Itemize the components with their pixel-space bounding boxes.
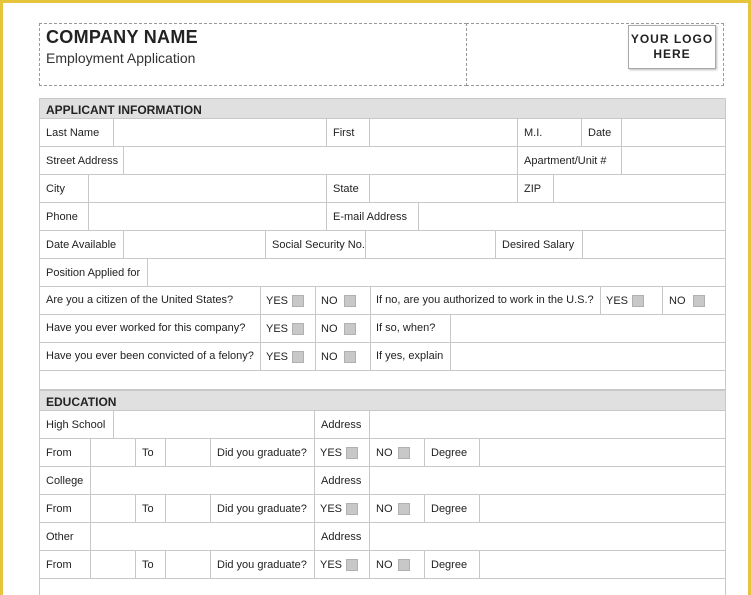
option-worked-no[interactable]	[315, 315, 370, 342]
label-authorized-question: If no, are you authorized to work in the U.S.?	[376, 294, 594, 306]
label-phone: Phone	[46, 211, 78, 223]
label-no: NO	[669, 295, 686, 307]
field-other-address[interactable]	[369, 523, 725, 550]
label-desired-salary: Desired Salary	[502, 239, 575, 251]
label-address: Address	[321, 475, 362, 487]
row-other	[40, 523, 725, 551]
application-form	[39, 98, 726, 595]
label-no: NO	[321, 351, 338, 363]
field-high-school-address[interactable]	[369, 411, 725, 438]
row-college	[40, 467, 725, 495]
row-name	[40, 119, 725, 147]
label-date-available: Date Available	[46, 239, 117, 251]
field-other[interactable]	[90, 523, 314, 550]
option-college-no[interactable]	[369, 495, 424, 522]
field-zip[interactable]	[553, 175, 725, 202]
field-college[interactable]	[90, 467, 314, 494]
field-street-address[interactable]	[123, 147, 517, 174]
label-graduate: Did you graduate?	[217, 447, 307, 459]
label-degree: Degree	[431, 503, 468, 515]
checkbox-authorized-no[interactable]	[693, 295, 705, 307]
logo-placeholder: YOUR LOGO HERE	[628, 25, 716, 69]
field-city[interactable]	[88, 175, 326, 202]
label-to: To	[142, 447, 154, 459]
row-position	[40, 259, 725, 287]
option-citizen-no[interactable]	[315, 287, 370, 314]
label-from: From	[46, 559, 72, 571]
label-degree: Degree	[431, 559, 468, 571]
label-street-address: Street Address	[46, 155, 119, 167]
label-graduate: Did you graduate?	[217, 503, 307, 515]
checkbox-worked-yes[interactable]	[292, 323, 304, 335]
label-cell-to	[135, 439, 165, 466]
label-worked-question: Have you ever worked for this company?	[46, 322, 246, 334]
label-state: State	[333, 183, 359, 195]
label-cell-degree	[424, 495, 479, 522]
label-cell-authorized	[370, 287, 600, 314]
checkbox-citizen-no[interactable]	[344, 295, 356, 307]
label-yes: YES	[266, 323, 289, 335]
label-graduate: Did you graduate?	[217, 559, 307, 571]
row-high-school	[40, 411, 725, 439]
section-applicant-information	[40, 98, 725, 119]
label-address: Address	[321, 531, 362, 543]
label-from: From	[46, 503, 72, 515]
checkbox-felony-no[interactable]	[344, 351, 356, 363]
field-email[interactable]	[418, 203, 725, 230]
field-last-name[interactable]	[113, 119, 326, 146]
label-no: NO	[321, 295, 338, 307]
label-no: NO	[321, 323, 338, 335]
option-high-school-no[interactable]	[369, 439, 424, 466]
row-citizen	[40, 287, 725, 315]
field-date[interactable]	[621, 119, 725, 146]
option-felony-no[interactable]	[315, 343, 370, 370]
label-date: Date	[588, 127, 612, 139]
label-apartment: Apartment/Unit #	[524, 155, 607, 167]
field-position[interactable]	[147, 259, 725, 286]
label-other: Other	[46, 531, 74, 543]
checkbox-college-no[interactable]	[398, 503, 410, 515]
option-citizen-yes[interactable]	[260, 287, 315, 314]
field-college-degree[interactable]	[479, 495, 725, 522]
row-phone	[40, 203, 725, 231]
checkbox-worked-no[interactable]	[344, 323, 356, 335]
section-education	[40, 390, 725, 411]
label-degree: Degree	[431, 447, 468, 459]
label-cell-first	[326, 119, 369, 146]
checkbox-other-no[interactable]	[398, 559, 410, 571]
label-yes: YES	[606, 295, 629, 307]
field-date-available[interactable]	[123, 231, 265, 258]
section-title: EDUCATION	[46, 395, 117, 409]
label-cell-address	[314, 411, 369, 438]
label-citizen-question: Are you a citizen of the United States?	[46, 294, 234, 306]
checkbox-high-school-yes[interactable]	[346, 447, 358, 459]
label-yes: YES	[320, 447, 343, 459]
option-authorized-yes[interactable]	[600, 287, 662, 314]
label-cell-degree	[424, 439, 479, 466]
label-cell-graduate	[210, 551, 314, 578]
label-email: E-mail Address	[333, 211, 407, 223]
field-college-address[interactable]	[369, 467, 725, 494]
field-state[interactable]	[369, 175, 517, 202]
field-high-school-from[interactable]	[90, 439, 135, 466]
label-zip: ZIP	[524, 183, 542, 195]
field-high-school[interactable]	[113, 411, 314, 438]
field-college-from[interactable]	[90, 495, 135, 522]
label-cell-degree	[424, 551, 479, 578]
label-cell-date	[581, 119, 621, 146]
option-high-school-yes[interactable]	[314, 439, 369, 466]
row-high-school-dates	[40, 439, 725, 467]
field-phone[interactable]	[88, 203, 326, 230]
field-other-from[interactable]	[90, 551, 135, 578]
option-felony-yes[interactable]	[260, 343, 315, 370]
field-mi[interactable]	[517, 119, 581, 146]
field-apartment[interactable]	[621, 147, 725, 174]
label-from: From	[46, 447, 72, 459]
checkbox-authorized-yes[interactable]	[632, 295, 644, 307]
field-other-degree[interactable]	[479, 551, 725, 578]
label-cell-apartment	[517, 147, 621, 174]
field-first-name[interactable]	[369, 119, 517, 146]
field-felony-explain[interactable]	[450, 343, 725, 370]
field-ssn[interactable]	[365, 231, 495, 258]
row-felony	[40, 343, 725, 371]
row-other-dates	[40, 551, 725, 579]
application-sheet	[3, 3, 748, 595]
label-cell-to	[135, 551, 165, 578]
header-box	[39, 23, 467, 86]
label-cell-state	[326, 175, 369, 202]
row-worked-before	[40, 315, 725, 343]
label-cell-ssn	[265, 231, 365, 258]
label-no: NO	[376, 559, 393, 571]
field-high-school-degree[interactable]	[479, 439, 725, 466]
label-to: To	[142, 503, 154, 515]
company-name: COMPANY NAME	[46, 27, 198, 47]
spacer-row	[40, 371, 725, 390]
field-college-to[interactable]	[165, 495, 210, 522]
row-city	[40, 175, 725, 203]
label-cell-graduate	[210, 495, 314, 522]
label-position: Position Applied for	[46, 267, 141, 279]
row-college-dates	[40, 495, 725, 523]
label-cell-desired-salary	[495, 231, 582, 258]
label-high-school: High School	[46, 419, 106, 431]
checkbox-other-yes[interactable]	[346, 559, 358, 571]
option-other-yes[interactable]	[314, 551, 369, 578]
field-high-school-to[interactable]	[165, 439, 210, 466]
label-no: NO	[376, 447, 393, 459]
checkbox-felony-yes[interactable]	[292, 351, 304, 363]
label-cell-email	[326, 203, 418, 230]
row-street	[40, 147, 725, 175]
label-felony-question: Have you ever been convicted of a felony?	[46, 350, 254, 362]
checkbox-high-school-no[interactable]	[398, 447, 410, 459]
checkbox-citizen-yes[interactable]	[292, 295, 304, 307]
field-other-to[interactable]	[165, 551, 210, 578]
label-yes: YES	[266, 351, 289, 363]
label-cell-zip	[517, 175, 553, 202]
field-worked-when[interactable]	[450, 315, 725, 342]
row-availability	[40, 231, 725, 259]
label-cell-worked-when	[370, 315, 450, 342]
label-yes: YES	[320, 559, 343, 571]
label-cell-address	[314, 523, 369, 550]
label-college: College	[46, 475, 84, 487]
option-other-no[interactable]	[369, 551, 424, 578]
label-mi: M.I.	[524, 127, 543, 139]
form-title: Employment Application	[46, 50, 196, 66]
field-desired-salary[interactable]	[582, 231, 725, 258]
label-yes: YES	[320, 503, 343, 515]
label-cell-graduate	[210, 439, 314, 466]
checkbox-college-yes[interactable]	[346, 503, 358, 515]
label-to: To	[142, 559, 154, 571]
label-no: NO	[376, 503, 393, 515]
label-cell-address	[314, 467, 369, 494]
label-yes: YES	[266, 295, 289, 307]
option-worked-yes[interactable]	[260, 315, 315, 342]
label-city: City	[46, 183, 65, 195]
label-first: First	[333, 127, 355, 139]
label-last-name: Last Name	[46, 127, 100, 139]
spacer-row	[40, 579, 725, 595]
section-title: APPLICANT INFORMATION	[46, 103, 202, 117]
option-authorized-no[interactable]	[662, 287, 725, 314]
label-worked-when: If so, when?	[376, 322, 436, 334]
label-cell-felony-explain	[370, 343, 450, 370]
label-address: Address	[321, 419, 362, 431]
label-felony-explain: If yes, explain	[376, 350, 444, 362]
label-cell-to	[135, 495, 165, 522]
label-ssn: Social Security No.	[272, 239, 365, 251]
option-college-yes[interactable]	[314, 495, 369, 522]
